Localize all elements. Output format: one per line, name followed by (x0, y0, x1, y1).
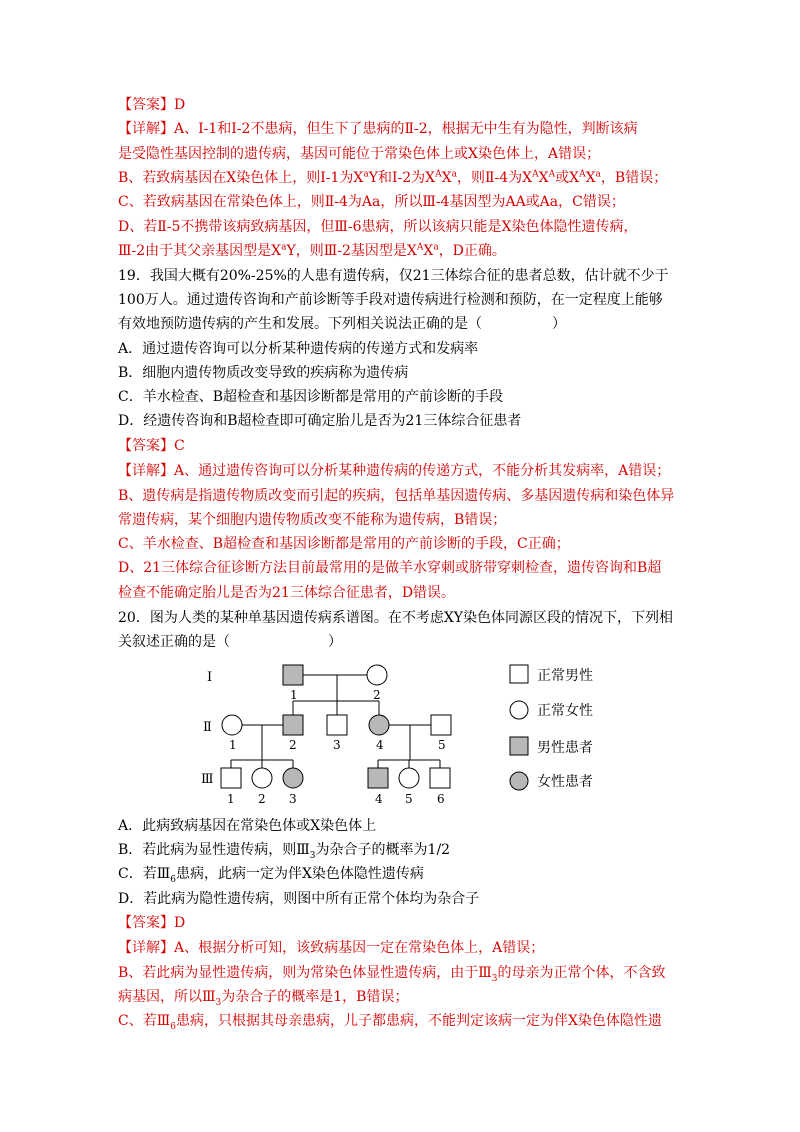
svg-text:2: 2 (373, 688, 381, 702)
q19-option-c: C．羊水检查、B超检查和基因诊断都是常用的产前诊断的手段 (118, 389, 503, 405)
legend-affected-female: 女性患者 (537, 774, 593, 790)
individual-I-1 (283, 665, 303, 685)
q18-detail-line-4: C、若致病基因在常染色体上，则Ⅱ-4为Aa，所以Ⅲ-4基因型为AA或Aa，C错误； (118, 194, 625, 210)
q20-answer: 【答案】D (118, 915, 186, 931)
q19-stem-2: 100万人。通过遗传咨询和产前诊断等手段对遗传病进行检测和预防，在一定程度上能够 (118, 292, 663, 308)
q18-answer: 【答案】D (118, 97, 186, 113)
generation-label-1: Ⅰ (207, 670, 213, 685)
q19-stem-3: 有效地预防遗传病的产生和发展。下列相关说法正确的是（ ） (118, 316, 566, 332)
q20-detail-line-2: B、若此病为显性遗传病，则为常染色体显性遗传病，由于$Ⅲ_3$的母亲为正常个体，不含致 (118, 965, 666, 984)
individual-III-5 (399, 768, 419, 788)
individual-III-6 (430, 768, 450, 788)
individual-III-2 (252, 768, 272, 788)
svg-text:2: 2 (258, 792, 266, 806)
legend-normal-male: 正常男性 (537, 668, 593, 684)
q19-answer: 【答案】C (118, 438, 185, 454)
svg-text:4: 4 (376, 738, 384, 752)
q20-stem-2: 关叙述正确的是（ ） (118, 634, 342, 650)
q20-stem-1: 20．图为人类的某种单基因遗传病系谱图。在不考虑XY染色体同源区段的情况下，下列相 (118, 610, 674, 626)
svg-text:2: 2 (289, 738, 297, 752)
individual-II-4 (369, 715, 389, 735)
q20-option-c: C．若$Ⅲ_6$患病，此病一定为伴X染色体隐性遗传病 (118, 866, 424, 885)
individual-III-3 (283, 768, 303, 788)
legend-normal-female-icon (510, 701, 528, 719)
q19-detail-line-1: 【详解】A、通过遗传咨询可以分析某种遗传病的传递方式，不能分析其发病率，A错误； (118, 463, 671, 479)
individual-III-1 (221, 768, 241, 788)
svg-text:4: 4 (375, 792, 383, 806)
q20-option-d: D．若此病为隐性遗传病，则图中所有正常个体均为杂合子 (118, 891, 480, 907)
q18-detail-line-1: 【详解】A、Ⅰ-1和Ⅰ-2不患病，但生下了患病的Ⅱ-2，根据无中生有为隐性，判断该病 (118, 121, 638, 137)
individual-I-2 (367, 665, 387, 685)
q20-detail-line-4: C、若$Ⅲ_6$患病，只根据其母亲患病，儿子都患病，不能判定该病一定为伴X染色体隐性遗 (118, 1013, 662, 1032)
individual-III-4 (368, 768, 388, 788)
legend-normal-male-icon (510, 665, 528, 683)
q18-detail-line-6: Ⅲ-2由于其父亲基因型是$X^aY$，则Ⅲ-2基因型是$X^AX^a$，D正确。 (118, 242, 506, 259)
q19-detail-line-4: C、羊水检查、B超检查和基因诊断都是常用的产前诊断的手段，C正确； (118, 536, 570, 552)
q18-detail-line-3: B、若致病基因在X染色体上，则Ⅰ-1为$X^aY$和Ⅰ-2为$X^AX^a$，则Ⅱ-4为$X^AX^A$或$X^AX^a$，B错误； (118, 169, 668, 186)
svg-text:5: 5 (438, 738, 446, 752)
q19-stem-1: 19．我国大概有20%-25%的人患有遗传病，仅21三体综合征的患者总数，估计就不少于 (118, 268, 669, 284)
individual-II-2 (283, 715, 303, 735)
q19-option-a: A．通过遗传咨询可以分析某种遗传病的传递方式和发病率 (118, 341, 479, 357)
q19-detail-line-6: 检查不能确定胎儿是否为21三体综合征患者，D错误。 (118, 585, 456, 601)
q19-option-d: D．经遗传咨询和B超检查即可确定胎儿是否为21三体综合征患者 (118, 413, 522, 429)
svg-text:6: 6 (437, 792, 445, 806)
legend-affected-male-icon (510, 737, 528, 755)
q19-detail-line-5: D、21三体综合征诊断方法目前最常用的是做羊水穿刺或脐带穿刺检查，遗传咨询和B超 (118, 560, 662, 576)
pedigree-diagram (195, 655, 655, 815)
q19-detail-line-3: 常遗传病，某个细胞内遗传物质改变不能称为遗传病，B错误； (118, 512, 507, 528)
individual-II-1 (222, 715, 242, 735)
svg-text:5: 5 (405, 792, 413, 806)
q20-detail-line-1: 【详解】A、根据分析可知，该致病基因一定在常染色体上，A错误； (118, 940, 545, 956)
q18-detail-line-5: D、若Ⅱ-5不携带该病致病基因，但Ⅲ-6患病，所以该病只能是X染色体隐性遗传病， (118, 219, 638, 235)
q20-option-b: B．若此病为显性遗传病，则$Ⅲ_3$为杂合子的概率为1/2 (118, 842, 451, 861)
generation-label-2: Ⅱ (203, 720, 212, 735)
q19-detail-line-2: B、遗传病是指遗传物质改变而引起的疾病，包括单基因遗传病、多基因遗传病和染色体异 (118, 488, 675, 504)
svg-text:3: 3 (289, 792, 297, 806)
individual-II-5 (431, 715, 451, 735)
generation-label-3: Ⅲ (201, 772, 214, 787)
q18-detail-line-2: 是受隐性基因控制的遗传病，基因可能位于常染色体上或X染色体上，A错误； (118, 146, 601, 162)
q19-option-b: B．细胞内遗传物质改变导致的疾病称为遗传病 (118, 365, 409, 381)
legend-affected-female-icon (510, 772, 528, 790)
svg-text:1: 1 (227, 792, 235, 806)
svg-text:3: 3 (333, 738, 341, 752)
q20-detail-line-3: 病基因，所以$Ⅲ_3$为杂合子的概率是1，B错误； (118, 989, 409, 1008)
svg-text:1: 1 (290, 688, 298, 702)
q20-option-a: A．此病致病基因在常染色体或X染色体上 (118, 818, 377, 834)
individual-II-3 (327, 715, 347, 735)
legend-normal-female: 正常女性 (537, 703, 593, 719)
legend-affected-male: 男性患者 (537, 740, 593, 756)
svg-text:1: 1 (229, 738, 237, 752)
